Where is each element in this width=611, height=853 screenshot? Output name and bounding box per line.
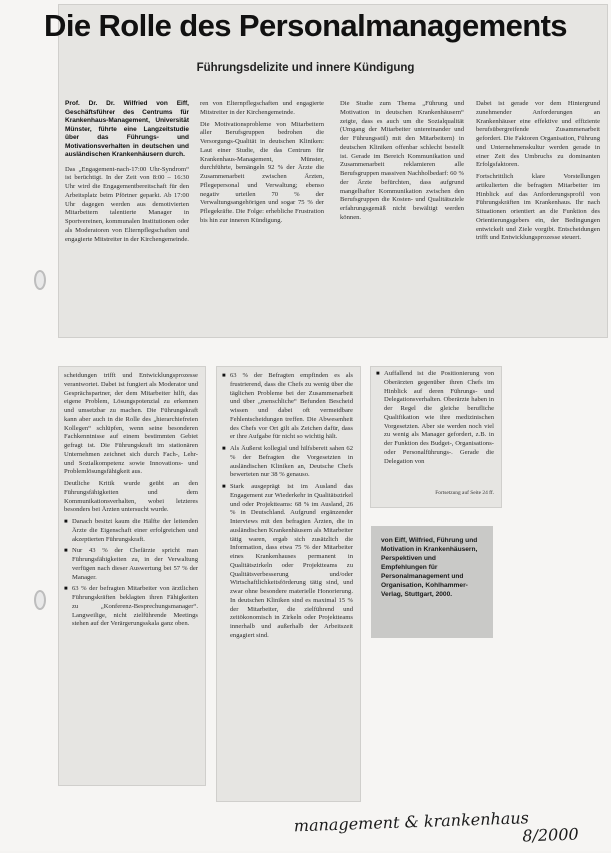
column-6	[222, 372, 353, 796]
bullet-list	[376, 370, 494, 466]
lead-paragraph: Prof. Dr. Dr. Wilfried von Eiff, Geschäftsführer des Centrums für Krankenhaus-Management, Universität Münster, führte eine Langzeitstudie über das Führungs- und Motivationsverhalten in deutschen und ausländischen Krankenhäusern durch.	[65, 100, 189, 158]
list-item: ■ 63 % der Befragten empfinden es als frustrierend, dass die Chefs zu wenig über die täglichen Probleme bei der Zusammenarbeit und über „menschliche“ Befunden Bescheid wissen und dabei oft vermeidbare Fehlentscheidungen treffen. Die Abwesenheit des Chefs vor Ort gilt als Zeichen dafür, dass er ihre Aufgabe für nicht so wichtig hält.	[222, 372, 353, 442]
column-4	[476, 100, 600, 332]
handwritten-note	[293, 802, 604, 853]
handwritten-source: management & krankenhaus	[293, 808, 530, 836]
column-2	[200, 100, 324, 332]
list-item: ■ Als Äußerst kollegial und hilfsbereit sahen 62 % der Befragten die Vorgesetzten in ausländischen Kliniken an, Deutsche Chefs bewerteten nur 38 % genauso.	[222, 445, 353, 480]
column-5	[64, 372, 198, 780]
list-item: ■ Auffallend ist die Positionierung von Oberärzten gegenüber ihren Chefs im Hinblick auf deren Führungs- und Delegationsverhalten. Oberärzte haben in der Regel die gleiche berufliche Qualifikation wie ihre medizinischen Vorgesetzten. Aber sie werden noch viel zu wenig als Manager gefordert, z.B. in der Funktion des Budget-, Organisations- oder Personalführungs-. Gerade die Delegation von	[376, 370, 494, 466]
bullet-list	[64, 518, 198, 629]
punch-hole-top	[34, 270, 46, 290]
column-1	[65, 100, 189, 332]
paragraph: Deutliche Kritik wurde geübt an den Führungsfähigkeiten und dem Kommunikationsverhalten, wobei letzteres besonders bei Ärzten untersucht wurde.	[64, 480, 198, 514]
handwritten-date: 8/2000	[522, 824, 579, 846]
article-subtitle: Führungsdelizite und innere Kündigung	[196, 62, 415, 74]
column-3	[340, 100, 464, 332]
paragraph: Das „Engagement-nach-17:00 Uhr-Syndrom“ ist berüchtigt. In der Zeit von 8:00 – 16:30 Uhr wird die Engagementbereitschaft für den Arbeitsplatz beim Pförtner geparkt. Ab 17:00 Uhr dagegen werden aus demotivierten Mitarbeitern talentierte Manager in Sportvereinen, kommunalen Institutionen oder als Moderatoren von Elternpflegschaften und engagierte Mitstreiter in der Kirchengemeinde.	[65, 165, 189, 243]
paragraph: Die Studie zum Thema „Führung und Motivation in deutschen Krankenhäusern“ zeigte, dass es auch um die Sozialqualität (Umgang der Mitarbeiter untereinander und der Führungsstil) mit den Mitarbeitern) in deutschen Kliniken offenbar schlecht bestellt ist. Gerade im Bereich Kommunikation und Zusammenarbeit reklamieren alle Berufsgruppen massiven Nachholbedarf: 60 % der Ärzte befürchten, dass aufgrund mangelhafter Kommunikation zwischen den Berufsgruppen die Kosten- und Qualitätsziele erfahrungsgemäß nicht bewältigt werden können.	[340, 100, 464, 221]
reference-box	[371, 526, 493, 638]
article-title: Die Rolle des Personalmanagements	[44, 8, 567, 43]
punch-hole-bottom	[34, 590, 46, 610]
reference-text: von Eiff, Wilfried, Führung und Motivation in Krankenhäusern, Perspektiven und Empfehlungen für Personalmanagement und Organisation, Kohlhammer-Verlag, Stuttgart, 2000.	[381, 537, 478, 598]
paragraph: Fortschrittlich klare Vorstellungen artikulierten die befragten Mitarbeiter im Hinblick auf das Anforderungsprofil von Führungskräften im Krankenhaus. Ihr nach Situationen orientiert an die Funktion des Orientierungsgebers ein, der Bedingungen entwickelt und Ziele vorgibt. Entscheidungen trifft und Entwicklungsprozesse steuert.	[476, 173, 600, 242]
paragraph: Die Motivationsprobleme von Mitarbeitern aller Berufsgruppen bedrohen die Versorgungs-Qualität in deutschen Kliniken: Laut einer Studie, die das Centrum für Krankenhaus-Management, Münster, durchführte, bemängeln 92 % der Ärzte die Zusammenarbeit zwischen Ärzten, Pflegepersonal und Verwaltung; ebenso negativ urteilen 70 % der Verwaltungsangehörigen und sogar 75 % der Pflegekräfte. Die Folge: erhebliche Frustration bis hin zur inneren Kündigung.	[200, 120, 324, 224]
paragraph: scheidungen trifft und Entwicklungsprozesse verantwortet. Dabei ist fungiert als Moderator und Gesprächspartner, der dem Mitarbeiter hilft, das eigene Problem, Lösungspotenzial zu erkennen und umsetzbar zu machen. Die Führungskraft kann aber auch in die Rolle des „hierarchiefreien Kollegen“ schlüpfen, wenn seine besonderen Fachkenntnisse auf einem bestimmten Gebiet gefragt ist. Die Führungskraft im stationären Unternehmen zeichnet sich durch Fach-, Lehr- und Sozialkompetenz sowie Innovations- und Problemlösungsfähigkeit aus.	[64, 372, 198, 476]
column-7	[376, 370, 494, 488]
list-item: ■ Danach besitzt kaum die Hälfte der leitenden Ärzte die Eigenschaft einer erfolgreichen und akzeptierten Führungskraft.	[64, 518, 198, 544]
list-item: ■ 63 % der befragten Mitarbeiter von ärztlichen Führungskräften beklagten ihren Fähigkeiten zu „Konferenz-Besprechungsmanager“. Langweilige, nicht zielführende Meetings stehen auf der Verärgerungsskala ganz oben.	[64, 585, 198, 629]
paragraph: ren von Elternpflegschaften und engagierte Mitstreiter in der Kirchengemeinde.	[200, 100, 324, 116]
list-item: ■ Stark ausgeprägt ist im Ausland das Engagement zur Wiederkehr in Qualitätszirkel und oder Projektteams: 68 % im Ausland, 26 % in Deutschland. Aufgrund ergänzender Interviews mit den befragten Ärzten, die in ausländischen Krankenhäusern als Mitarbeiter tätig waren, ergab sich zusätzlich die Information, dass etwa 75 % der Mitarbeiter eines Krankenhauses permanent in Qualitätszirkeln oder Projektteams zu Qualitätsverbesserung und/oder Wirtschaftlichkeitsförderung tätig sind, und zwar ohne besondere materielle Honorierung. In deutschen Kliniken sind es maximal 15 % der Mitarbeiter, die zielführend und zeitökonomisch in Zirkeln oder Projektteams innerhalb und außerhalb der Arbeitszeit engagiert sind.	[222, 483, 353, 641]
continued-note: Fortsetzung auf Seite 24 ff.	[435, 490, 494, 496]
paragraph: Dabei ist gerade vor dem Hintergrund zunehmender Anforderungen an Krankenhäuser eine effektive und effiziente berufsübergreifende Zusammenarbeit gefordert. Die Faktoren Organisation, Führung und Unternehmenskultur werden gerade in einer Zeit des Umbruchs zu dominanten Erfolgsfaktoren.	[476, 100, 600, 169]
bullet-list	[222, 372, 353, 641]
list-item: ■ Nur 43 % der Chefärzte spricht man Führungsfähigkeiten zu, in der Verwaltung verfügen nach dieser Auswertung bei 57 % der Manager.	[64, 547, 198, 582]
